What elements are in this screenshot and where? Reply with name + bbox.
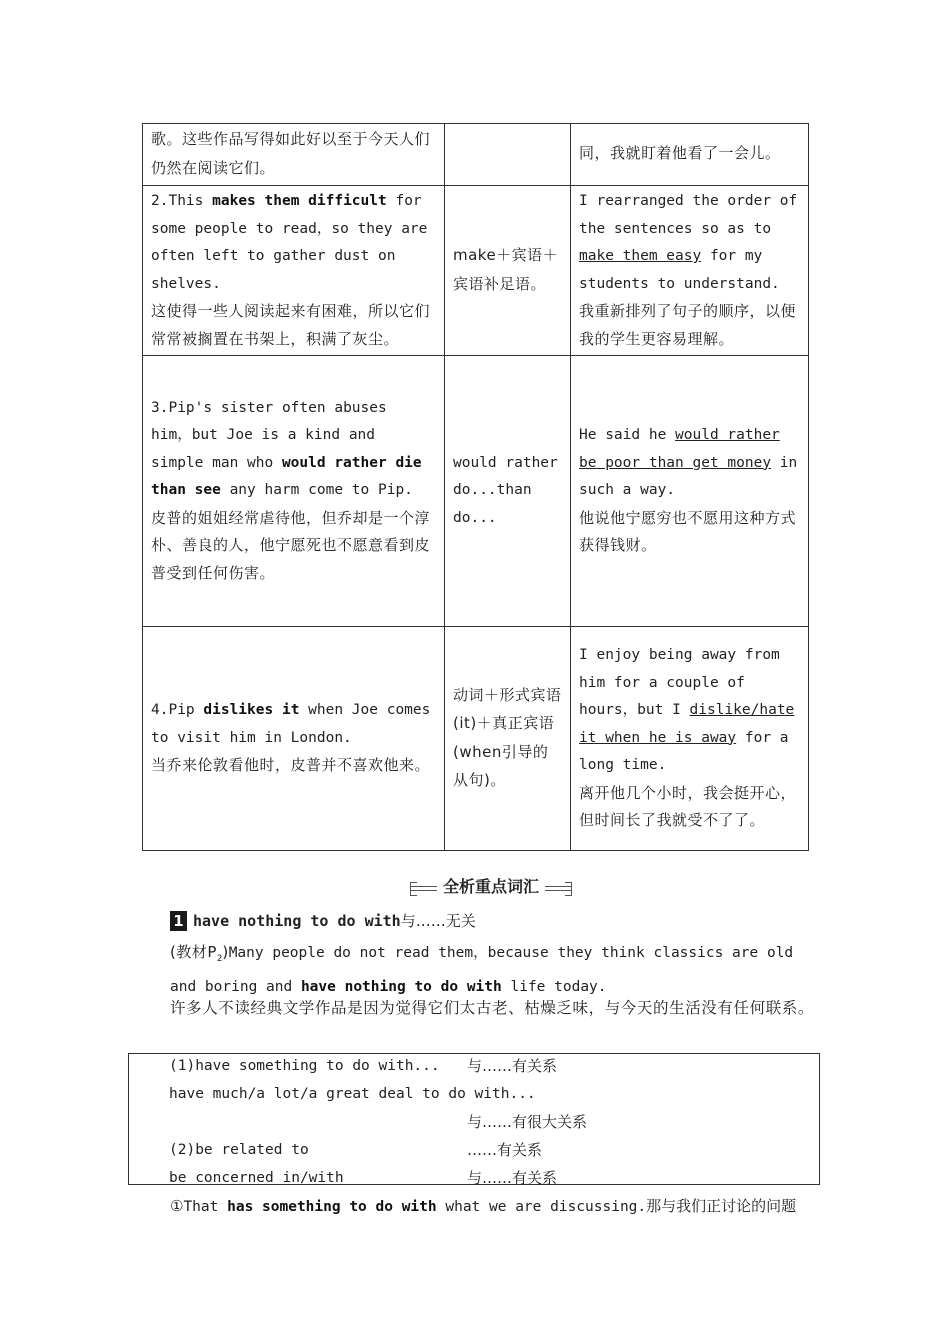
box-row-en-1: (1)have something to do with... <box>169 1058 440 1074</box>
row3-example-post: in such a way. <box>579 454 798 499</box>
grammar-table <box>142 123 809 851</box>
row4-key-phrase: dislikes it <box>203 702 300 719</box>
box-row-en-2: have much/a lot/a great deal to do with... <box>169 1086 536 1102</box>
row2-sentence-post: for some people to read，so they are often left to gather dust on shelves. <box>151 193 428 292</box>
row4-example-post: for a long time. <box>579 729 789 774</box>
row3-translation: 皮普的姐姐经常虐待他，但乔却是一个淳朴、善良的人，他宁愿死也不愿意看到皮普受到任何伤害。 <box>151 508 431 582</box>
example-post: what we are discussing. <box>436 1199 647 1215</box>
row4-example-cell <box>571 627 809 851</box>
row4-structure-cell <box>445 627 571 851</box>
source-page-sub: 2 <box>216 953 223 964</box>
source-example-pre: Many people do not read them，because they think classics are old and boring and <box>170 945 794 995</box>
box-row-cn-4: ……有关系 <box>467 1141 543 1159</box>
row1-sentence-cell <box>143 124 445 186</box>
row4-sentence-cell <box>143 627 445 851</box>
row4-example-underlined: dislike/hate it when he is away <box>579 702 795 746</box>
example-marker: ① <box>170 1197 184 1215</box>
header-cap-left <box>410 882 417 896</box>
vocab-item <box>170 910 476 931</box>
row3-example-cell <box>571 356 809 627</box>
row2-example-pre: I rearranged the order of the sentences so as to <box>579 193 798 237</box>
row2-example-translation: 我重新排列了句子的顺序，以便我的学生更容易理解。 <box>579 302 797 348</box>
row4-sentence-post: when Joe comes to visit him in London. <box>151 702 431 746</box>
box-row-en-4: (2)be related to <box>169 1142 309 1158</box>
row3-structure: would rather do...than do... <box>453 454 558 526</box>
item-phrase: have nothing to do with <box>193 911 401 930</box>
row3-example-underlined: would rather be poor than get money <box>579 427 780 471</box>
row2-example-cell <box>571 186 809 356</box>
row4-translation: 当乔来伦敦看他时，皮普并不喜欢他来。 <box>151 756 431 775</box>
row3-structure-cell <box>445 356 571 627</box>
row1-example-translation: 同，我就盯着他看了一会儿。 <box>579 144 781 163</box>
example-pre: That <box>183 1199 228 1215</box>
row3-key-phrase: would rather die than see <box>151 454 422 499</box>
table-row <box>143 124 809 186</box>
row2-example-underlined: make them easy <box>579 248 702 264</box>
row3-example-translation: 他说他宁愿穷也不愿用这种方式获得钱财。 <box>579 508 797 555</box>
source-translation <box>136 994 816 1022</box>
box-row-en-5: be concerned in/with <box>169 1170 344 1186</box>
example-key: has something to do with <box>227 1199 437 1215</box>
row2-structure-cell <box>445 186 571 356</box>
row4-number: 4. <box>151 702 169 719</box>
source-example <box>136 938 816 1001</box>
row1-example-cell <box>571 124 809 186</box>
row2-key-phrase: makes them difficult <box>212 193 387 209</box>
related-phrases-box <box>128 1053 820 1185</box>
example-sentence <box>170 1192 796 1221</box>
section-title: 全析重点词汇 <box>437 874 545 897</box>
row2-translation: 这使得一些人阅读起来有困难，所以它们常常被搁置在书架上，积满了灰尘。 <box>151 302 431 348</box>
table-row <box>143 627 809 851</box>
source-translation-text: 许多人不读经典文学作品是因为觉得它们太古老、枯燥乏味，与今天的生活没有任何联系。 <box>170 999 815 1017</box>
example-translation: 那与我们正讨论的问题 <box>646 1197 797 1215</box>
row2-example-post: for my students to understand. <box>579 248 780 292</box>
item-number-badge: 1 <box>170 911 187 931</box>
box-row-cn-5: 与……有关系 <box>467 1169 558 1187</box>
header-cap-right <box>565 882 572 896</box>
row2-sentence-cell <box>143 186 445 356</box>
row3-number: 3. <box>151 399 169 416</box>
section-header <box>410 874 572 896</box>
row2-sentence-pre: This <box>168 193 213 209</box>
row4-structure: 动词＋形式宾语(it)＋真正宾语(when引导的从句)。 <box>453 685 562 789</box>
source-example-post: life today. <box>501 978 607 995</box>
table-row <box>143 186 809 356</box>
box-row-cn-3: 与……有很大关系 <box>467 1113 588 1131</box>
source-label: (教材P <box>170 943 217 961</box>
source-label-end: ) <box>222 943 229 961</box>
box-row-cn-1: 与……有关系 <box>467 1057 558 1075</box>
row3-sentence-post: any harm come to Pip. <box>220 482 413 499</box>
row1-structure-cell <box>445 124 571 186</box>
row1-translation: 歌。这些作品写得如此好以至于今天人们仍然在阅读它们。 <box>151 130 431 177</box>
row2-number: 2. <box>151 193 169 209</box>
row3-sentence-pre: Pip's sister often abuses him，but Joe is a kind and simple man who <box>151 399 387 471</box>
row4-example-pre: I enjoy being away from him for a couple of hours，but I <box>579 647 780 719</box>
row3-sentence-cell <box>143 356 445 627</box>
source-example-key: have nothing to do with <box>300 978 502 995</box>
row4-example-translation: 离开他几个小时，我会挺开心，但时间长了我就受不了了。 <box>579 783 797 830</box>
row3-example-pre: He said he <box>579 427 676 444</box>
row2-structure: make＋宾语＋宾语补足语。 <box>453 246 559 293</box>
item-meaning: 与……无关 <box>400 912 476 930</box>
row4-sentence-pre: Pip <box>168 702 204 719</box>
table-row <box>143 356 809 627</box>
